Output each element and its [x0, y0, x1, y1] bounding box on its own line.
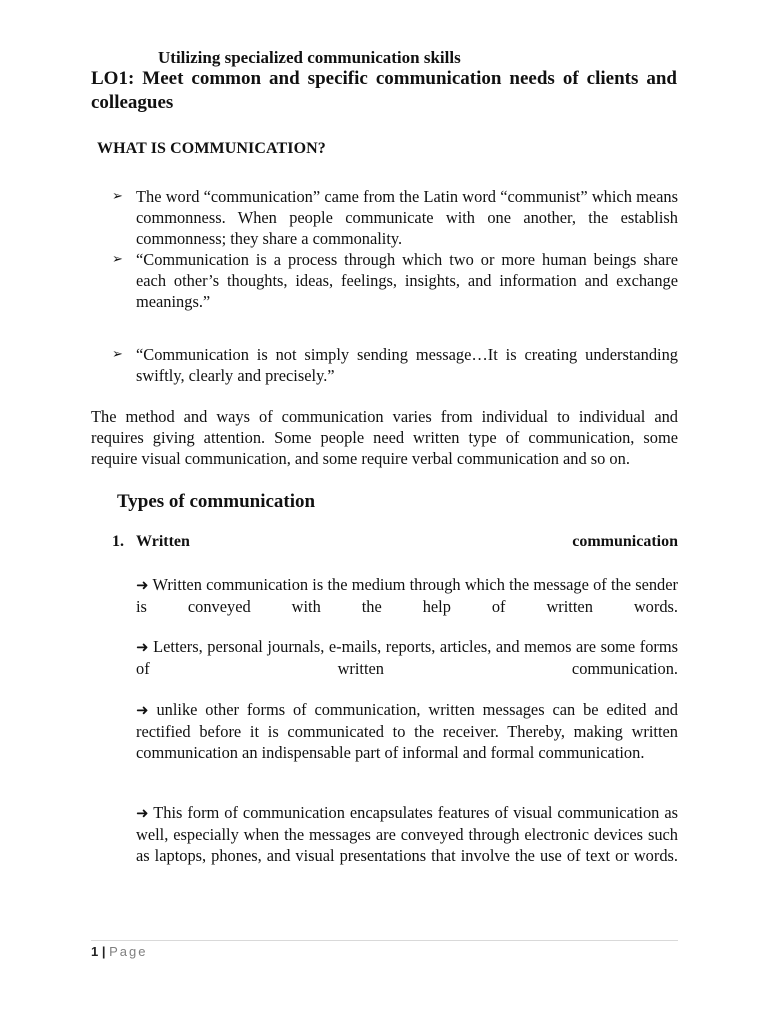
section-heading-what-is-communication: WHAT IS COMMUNICATION? [97, 140, 326, 157]
point-text: Letters, personal journals, e-mails, reports, articles, and memos are some forms of written communication. [136, 637, 678, 678]
body-paragraph: The method and ways of communication varies from individual to individual and requires giving attention. Some people need written type of communication, some require visual communication, and some require verbal communication and so on. [91, 407, 678, 468]
written-point [136, 574, 678, 617]
right-arrow-icon: ➜ [136, 804, 149, 822]
arrowhead-bullet-icon: ➢ [112, 189, 123, 204]
learning-outcome-title: LO1: Meet common and specific communication needs of clients and colleagues [91, 68, 677, 113]
page-footer [91, 944, 148, 959]
footer-separator: | [101, 944, 106, 959]
item-label-right: communication [572, 533, 678, 550]
numbered-item-written [112, 533, 678, 551]
written-point [136, 802, 678, 866]
written-point [136, 699, 678, 763]
page-label: Page [109, 944, 148, 959]
section-heading-types: Types of communication [117, 491, 316, 512]
page-number: 1 [91, 944, 99, 959]
definition-bullet-list [112, 186, 678, 386]
item-label: Written [136, 533, 190, 550]
point-text: Written communication is the medium through which the message of the sender is conveyed with the help of written words. [136, 575, 678, 616]
bullet-item [112, 186, 678, 249]
numbered-item-left [112, 533, 190, 551]
right-arrow-icon: ➜ [136, 638, 149, 656]
arrowhead-bullet-icon: ➢ [112, 252, 123, 267]
bullet-text: The word “communication” came from the Latin word “communist” which means commonness. When people communicate with one another, the establish commonness; they share a commonality. [136, 187, 678, 248]
arrowhead-bullet-icon: ➢ [112, 347, 123, 362]
bullet-item [112, 344, 678, 386]
point-text: This form of communication encapsulates features of visual communication as well, especially when the messages are conveyed through electronic devices such as laptops, phones, and visual presentations that involve the use of text or words. [136, 803, 678, 865]
point-text: unlike other forms of communication, written messages can be edited and rectified before it is communicated to the receiver. Thereby, making written communication an indispensable part of informal and formal communication. [136, 700, 678, 762]
footer-divider [91, 940, 678, 941]
right-arrow-icon: ➜ [136, 701, 149, 719]
item-number: 1. [112, 533, 124, 550]
written-point [136, 636, 678, 679]
document-subtitle: Utilizing specialized communication skills [158, 48, 461, 67]
bullet-text: “Communication is not simply sending message…It is creating understanding swiftly, clearly and precisely.” [136, 345, 678, 385]
right-arrow-icon: ➜ [136, 576, 149, 594]
bullet-item [112, 249, 678, 312]
bullet-text: “Communication is a process through which two or more human beings share each other’s thoughts, ideas, feelings, insights, and information and exchange meanings.” [136, 250, 678, 311]
